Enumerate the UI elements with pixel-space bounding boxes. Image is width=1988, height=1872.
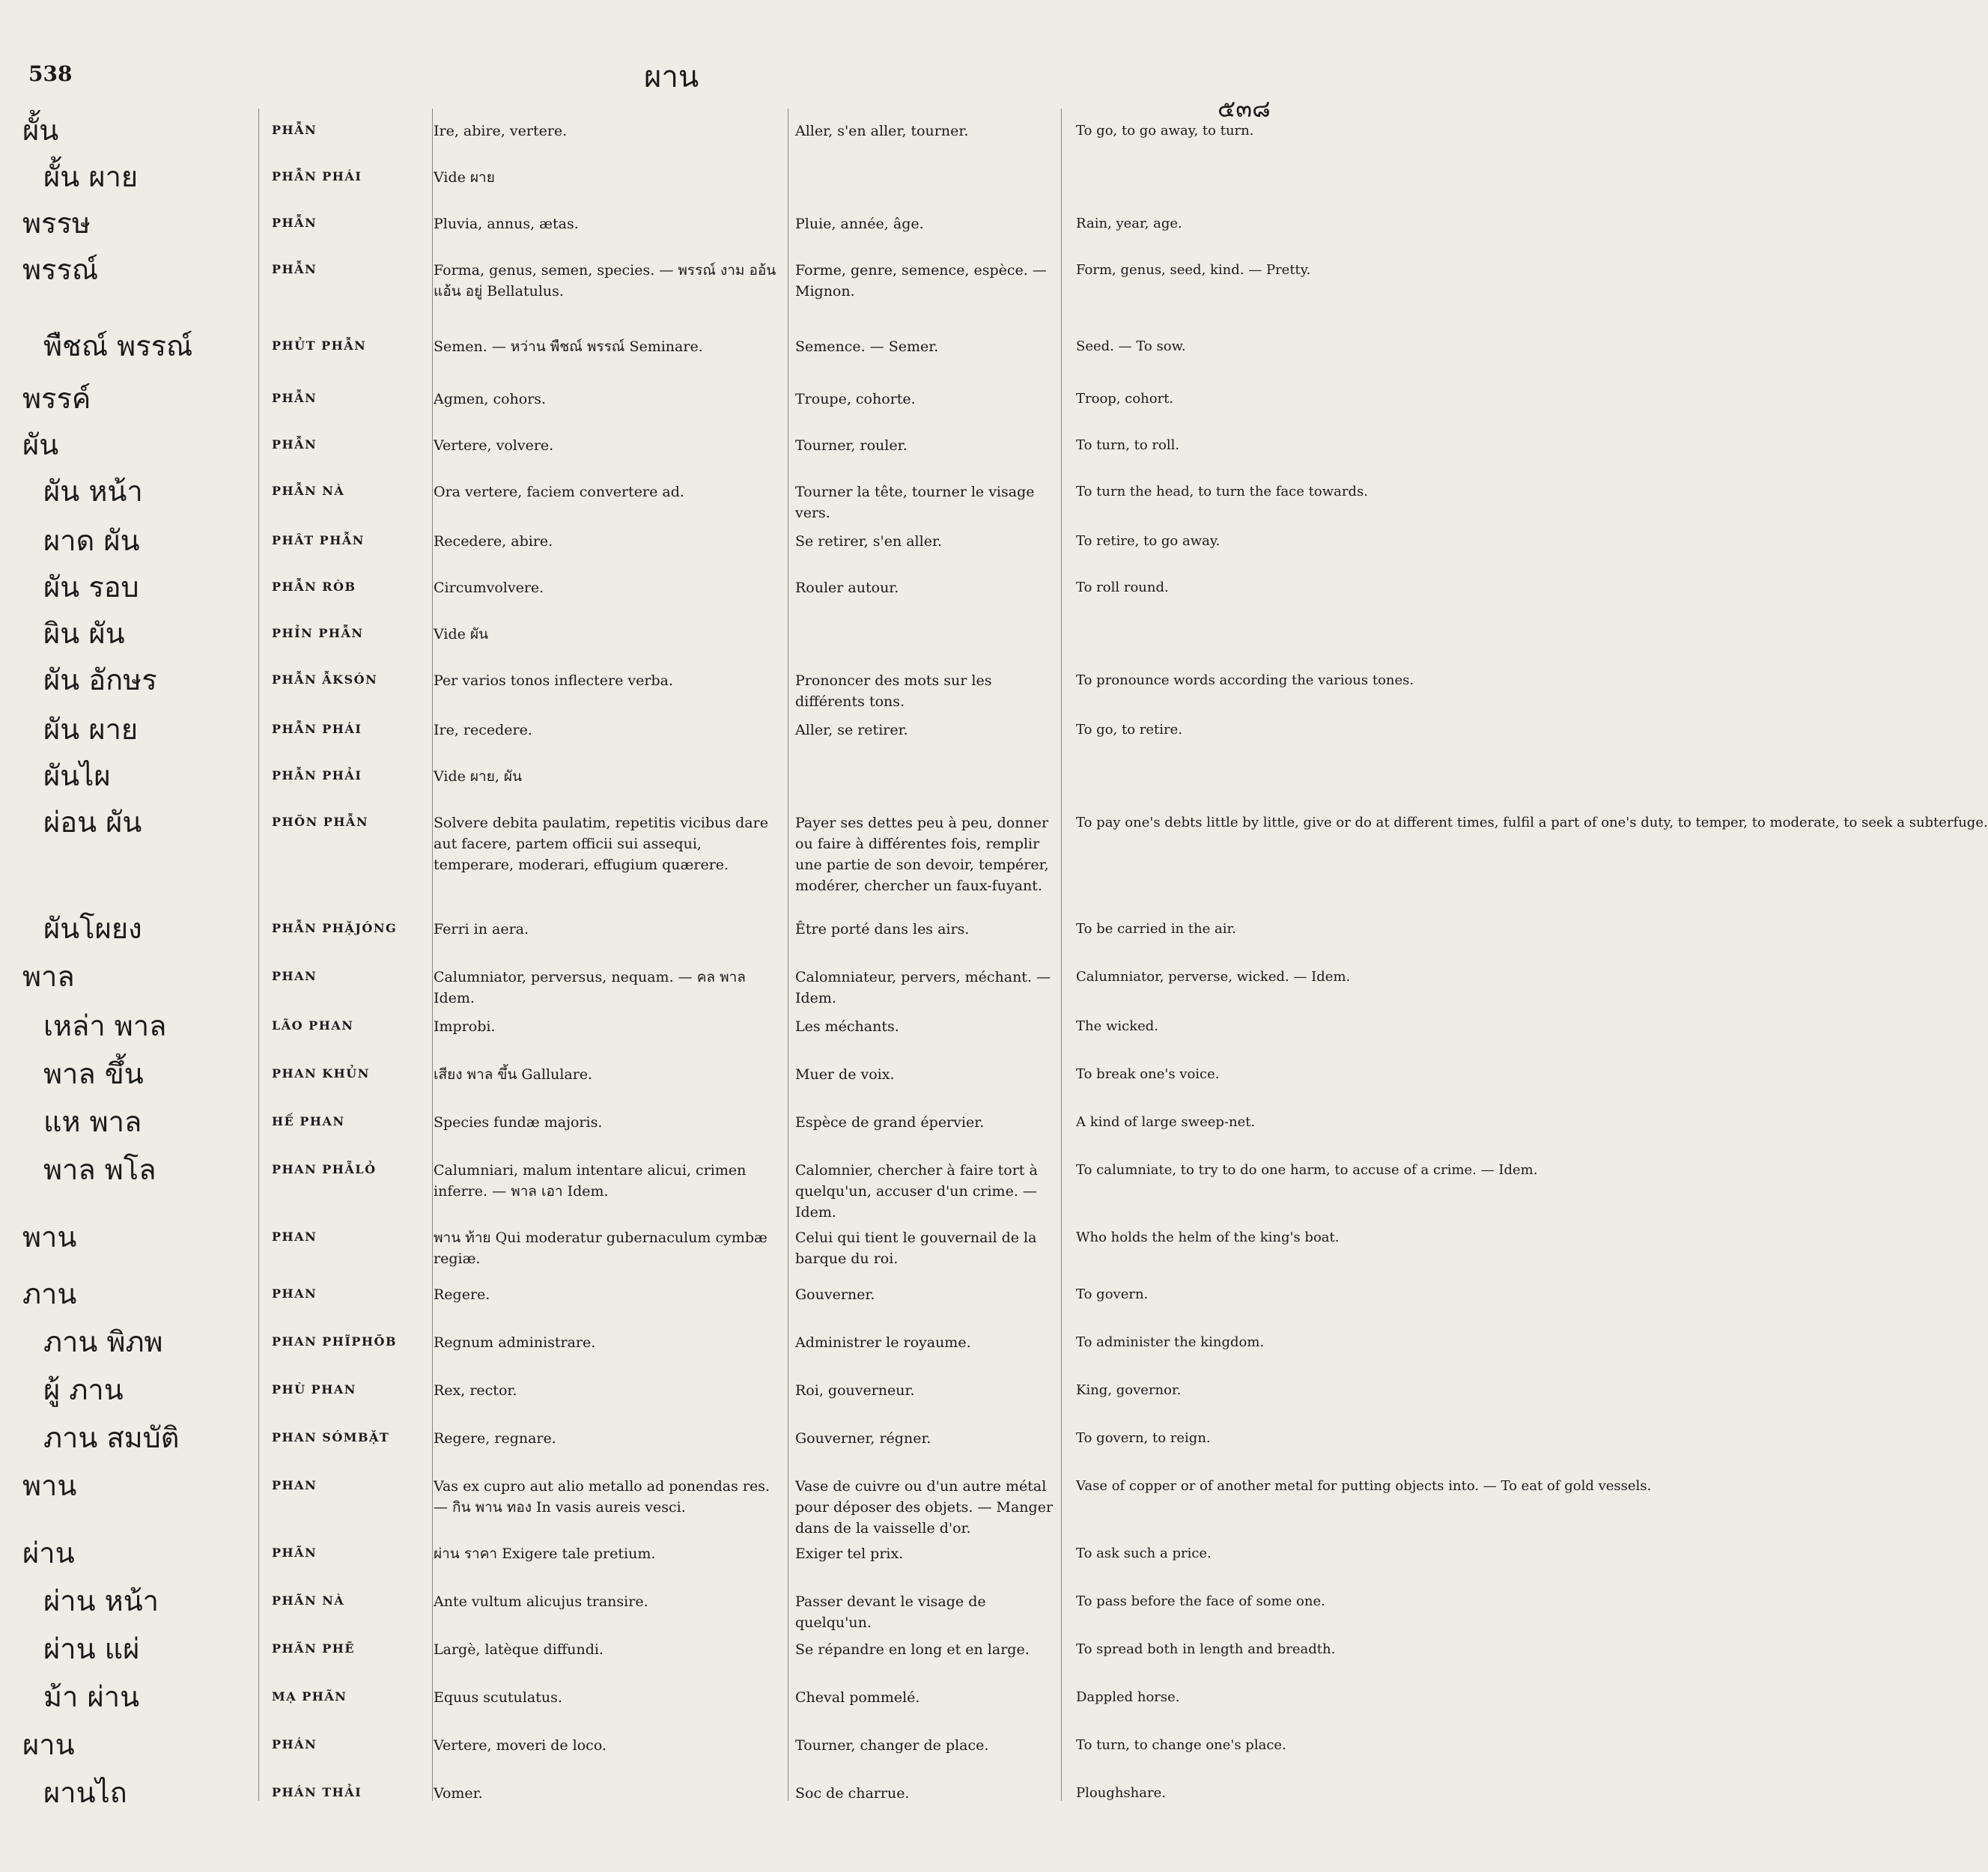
- entry-latin-definition: Ante vultum alicujus transire.: [434, 1593, 648, 1610]
- entry-romanization: PHẪN PHÁI: [272, 722, 362, 736]
- entry-english-definition: To pay one's debts little by little, give or do at different times, fulfil a part of one's duty, to temper, to moderate, to seek a subterfuge.: [1076, 815, 1988, 830]
- entry-romanization: PHẪN: [272, 216, 317, 230]
- entry-latin-definition: Per varios tonos inflectere verba.: [434, 672, 673, 689]
- dictionary-entry: [0, 1320, 1265, 1368]
- entry-english-definition: To administer the kingdom.: [1076, 1334, 1265, 1350]
- entry-romanization: PHẪN: [272, 123, 317, 137]
- entry-thai-headword: ผาด ผัน: [43, 524, 140, 557]
- entry-english-definition: [1069, 612, 1253, 624]
- entry-french-definition: Payer ses dettes peu à peu, donner ou faire à différentes fois, remplir une partie de son devoir, tempérer, modérer, chercher un faux-fuyant.: [795, 815, 1049, 894]
- entry-thai-headword: พาล: [22, 960, 75, 993]
- entry-thai-headword: ผ่าน หน้า: [43, 1584, 159, 1617]
- entry-romanization: PHAN: [272, 1286, 317, 1301]
- entry-thai-headword: ผัน: [22, 428, 59, 461]
- entry-latin-definition: Improbi.: [434, 1018, 496, 1035]
- entry-french-definition: Roi, gouverneur.: [795, 1382, 915, 1399]
- dictionary-entry: [0, 754, 1253, 800]
- entry-french-definition: Semence. — Semer.: [795, 338, 939, 355]
- entry-romanization: PHỦT PHẪN: [272, 338, 367, 353]
- entry-english-definition: To calumniate, to try to do one harm, to accuse of a crime. — Idem.: [1076, 1162, 1538, 1178]
- entry-english-definition: To turn, to roll.: [1076, 437, 1180, 453]
- entry-french-definition: Passer devant le visage de quelqu'un.: [795, 1593, 986, 1631]
- entry-romanization: PHÁN THẢI: [272, 1785, 362, 1799]
- entry-romanization: PHAN: [272, 1478, 317, 1492]
- entry-thai-headword: ผ่าน แผ่: [43, 1632, 140, 1665]
- entry-latin-definition: Equus scutulatus.: [434, 1689, 562, 1706]
- entry-english-definition: To be carried in the air.: [1076, 921, 1236, 937]
- dictionary-entry: [0, 1531, 1253, 1579]
- entry-english-definition: Dappled horse.: [1076, 1689, 1180, 1705]
- dictionary-entry: [0, 377, 1253, 423]
- entry-latin-definition: เสียง พาล ขึ้น Gallulare.: [434, 1066, 593, 1083]
- entry-latin-definition: พาน ท้าย Qui moderatur gubernaculum cymbæ regiæ.: [434, 1230, 767, 1267]
- entry-thai-headword: ผาน: [22, 1728, 75, 1761]
- entry-latin-definition: Rex, rector.: [434, 1382, 517, 1399]
- entry-french-definition: Vase de cuivre ou d'un autre métal pour déposer des objets. — Manger dans de la vaisselle d'or.: [795, 1478, 1054, 1537]
- entry-romanization: PHÙ PHAN: [272, 1382, 356, 1397]
- entry-latin-definition: Vomer.: [434, 1785, 483, 1802]
- entry-english-definition: King, governor.: [1076, 1382, 1182, 1398]
- entry-french-definition: Être porté dans les airs.: [795, 921, 970, 937]
- entry-romanization: PHẪN: [272, 437, 317, 452]
- entry-french-definition: Calomniateur, pervers, méchant. — Idem.: [795, 969, 1051, 1006]
- entry-latin-definition: Species fundæ majoris.: [434, 1114, 603, 1131]
- entry-english-definition: Troop, cohort.: [1076, 391, 1174, 407]
- entry-english-definition: To turn, to change one's place.: [1076, 1737, 1286, 1753]
- entry-thai-headword: เหล่า พาล: [43, 1009, 167, 1042]
- entry-latin-definition: Ire, abire, vertere.: [434, 123, 568, 139]
- entry-french-definition: Troupe, cohorte.: [795, 391, 916, 407]
- entry-thai-headword: ผั้น ผาย: [43, 160, 139, 193]
- entry-romanization: PHẪN RÒB: [272, 580, 356, 594]
- entry-french-definition: Aller, se retirer.: [795, 722, 908, 738]
- entry-latin-definition: Regere, regnare.: [434, 1430, 556, 1447]
- entry-romanization: PHÃN PHẼ: [272, 1641, 356, 1656]
- entry-english-definition: Who holds the helm of the king's boat.: [1076, 1230, 1340, 1245]
- entry-romanization: PHÃN NÀ: [272, 1593, 345, 1608]
- entry-latin-definition: Calumniari, malum intentare alicui, crimen inferre. — พาล เอา Idem.: [434, 1162, 747, 1200]
- dictionary-entry: [0, 1215, 1340, 1272]
- entry-english-definition: Vase of copper or of another metal for putting objects into. — To eat of gold vessels.: [1076, 1478, 1652, 1494]
- entry-french-definition: Cheval pommelé.: [795, 1689, 920, 1706]
- entry-thai-headword: ผันไผ: [43, 759, 111, 792]
- entry-romanization: PHAN SÓMBẶT: [272, 1430, 390, 1444]
- entry-latin-definition: Semen. — หว่าน พืชณ์ พรรณ์ Seminare.: [434, 338, 703, 355]
- entry-latin-definition: Circumvolvere.: [434, 580, 544, 596]
- entry-latin-definition: Ora vertere, faciem convertere ad.: [434, 484, 684, 500]
- entry-french-definition: Se retirer, s'en aller.: [795, 533, 942, 550]
- entry-latin-definition: Regere.: [434, 1286, 490, 1303]
- entry-thai-headword: พาล พโล: [43, 1153, 156, 1186]
- entry-romanization: PHAN: [272, 969, 317, 983]
- entry-romanization: PHẪN: [272, 262, 317, 276]
- entry-thai-headword: ม้า ผ่าน: [43, 1680, 140, 1713]
- entry-romanization: PHÁN: [272, 1737, 317, 1751]
- entry-english-definition: [1069, 754, 1253, 766]
- entry-latin-definition: Ferri in aera.: [434, 921, 529, 937]
- entry-romanization: PHÂT PHẪN: [272, 533, 365, 547]
- entry-french-definition: Prononcer des mots sur les différents tons.: [795, 672, 992, 710]
- entry-french-definition: Celui qui tient le gouvernail de la barque du roi.: [795, 1230, 1037, 1267]
- entry-thai-headword: ผิน ผัน: [43, 617, 125, 650]
- entry-thai-headword: ผ่อน ผัน: [43, 806, 142, 839]
- entry-french-definition: Forme, genre, semence, espèce. — Mignon.: [795, 262, 1047, 300]
- entry-english-definition: Ploughshare.: [1076, 1785, 1166, 1801]
- entry-latin-definition: Ire, recedere.: [434, 722, 532, 738]
- entry-thai-headword: พรรณ์: [22, 253, 99, 286]
- entry-thai-headword: ผู้ ภาน: [43, 1373, 124, 1406]
- entry-french-definition: Tourner, changer de place.: [795, 1737, 989, 1754]
- entry-latin-definition: Solvere debita paulatim, repetitis vicibus dare aut facere, partem officii sui assequi, temperare, moderari, effugium quærere.: [434, 815, 768, 873]
- entry-english-definition: Seed. — To sow.: [1076, 338, 1186, 354]
- entry-romanization: HẾ PHAN: [272, 1114, 345, 1128]
- entry-latin-definition: Largè, latèque diffundi.: [434, 1641, 604, 1658]
- entry-french-definition: Les méchants.: [795, 1018, 899, 1035]
- entry-romanization: PHAN PHẴLỎ: [272, 1162, 377, 1176]
- entry-romanization: LÃO PHAN: [272, 1018, 354, 1033]
- dictionary-entry: [0, 1464, 1652, 1537]
- entry-thai-headword: ผัน ผาย: [43, 713, 139, 746]
- entry-thai-headword: พืชณ์ พรรณ์: [43, 329, 193, 362]
- entry-french-definition: Exiger tel prix.: [795, 1546, 904, 1562]
- entry-thai-headword: ผานไถ: [43, 1776, 127, 1809]
- entry-romanization: PHỈN PHẪN: [272, 626, 364, 640]
- dictionary-entry: [0, 907, 1253, 955]
- entry-french-definition: Se répandre en long et en large.: [795, 1641, 1030, 1658]
- dictionary-entry: [0, 1272, 1253, 1320]
- entry-french-definition: Gouverner.: [795, 1286, 875, 1303]
- entry-french-definition: [788, 754, 1069, 766]
- dictionary-entry: [0, 469, 1368, 521]
- entry-latin-definition: Regnum administrare.: [434, 1334, 596, 1351]
- dictionary-entry: [0, 1052, 1253, 1100]
- entry-latin-definition: ผ่าน ราคา Exigere tale pretium.: [434, 1546, 656, 1562]
- thai-page-number: ๕๓๘: [1218, 94, 1271, 123]
- dictionary-entry: [0, 1723, 1286, 1771]
- dictionary-entry: [0, 519, 1253, 565]
- entry-english-definition: To go, to go away, to turn.: [1076, 123, 1254, 139]
- entry-english-definition: To go, to retire.: [1076, 722, 1182, 738]
- entry-english-definition: To retire, to go away.: [1076, 533, 1221, 549]
- entry-french-definition: [788, 612, 1069, 624]
- entry-french-definition: Gouverner, régner.: [795, 1430, 931, 1447]
- entry-english-definition: Calumniator, perverse, wicked. — Idem.: [1076, 969, 1351, 985]
- dictionary-entry: [0, 1004, 1253, 1052]
- dictionary-entry: [0, 248, 1311, 324]
- dictionary-entry: [0, 324, 1253, 377]
- dictionary-entry: [0, 1771, 1253, 1822]
- entry-french-definition: Espèce de grand épervier.: [795, 1114, 985, 1131]
- entry-thai-headword: พาน: [22, 1469, 77, 1502]
- entry-english-definition: To turn the head, to turn the face towards.: [1076, 484, 1368, 499]
- entry-thai-headword: พรรษ: [22, 207, 91, 240]
- entry-latin-definition: Vide ผัน: [434, 626, 489, 642]
- entry-thai-headword: พาล ขึ้น: [43, 1057, 144, 1090]
- page-number: 538: [28, 61, 73, 86]
- dictionary-entry: [0, 955, 1351, 1006]
- entry-french-definition: Tourner, rouler.: [795, 437, 908, 454]
- dictionary-entry: [0, 1100, 1256, 1148]
- entry-english-definition: To pass before the face of some one.: [1076, 1593, 1325, 1609]
- entry-english-definition: Rain, year, age.: [1076, 216, 1182, 231]
- entry-french-definition: Rouler autour.: [795, 580, 899, 596]
- entry-french-definition: Aller, s'en aller, tourner.: [795, 123, 969, 139]
- entry-english-definition: A kind of large sweep-net.: [1076, 1114, 1256, 1130]
- dictionary-entry: [0, 109, 1253, 155]
- entry-thai-headword: พรรค์: [22, 382, 91, 415]
- entry-romanization: PHẪN PHÁI: [272, 169, 362, 183]
- entry-romanization: PHẪN ẪKSÓN: [272, 672, 378, 687]
- dictionary-entry: [0, 1368, 1253, 1416]
- entry-english-definition: [1069, 155, 1253, 167]
- entry-romanization: PHÃN: [272, 1546, 317, 1560]
- entry-english-definition: Form, genus, seed, kind. — Pretty.: [1076, 262, 1311, 278]
- entry-thai-headword: ภาน สมบัติ: [43, 1421, 180, 1454]
- entry-thai-headword: พาน: [22, 1221, 77, 1253]
- entry-romanization: PHAN PHĨPHÕB: [272, 1334, 397, 1349]
- dictionary-entry: [0, 800, 1988, 907]
- dictionary-entry: [0, 612, 1253, 658]
- entry-romanization: PHÕN PHẪN: [272, 815, 368, 829]
- entry-french-definition: Calomnier, chercher à faire tort à quelqu'un, accuser d'un crime. — Idem.: [795, 1162, 1038, 1221]
- entry-latin-definition: Calumniator, perversus, nequam. — คล พาล Idem.: [434, 969, 746, 1006]
- entry-thai-headword: ภาน พิภพ: [43, 1325, 163, 1358]
- entry-thai-headword: แห พาล: [43, 1105, 142, 1138]
- dictionary-entry: [0, 1627, 1336, 1675]
- entry-french-definition: Tourner la tête, tourner le visage vers.: [795, 484, 1035, 521]
- entry-french-definition: [788, 155, 1069, 167]
- dictionary-entry: [0, 1675, 1253, 1723]
- entry-latin-definition: Vide ผาย: [434, 169, 495, 186]
- page-header-word: ผาน: [644, 60, 699, 94]
- entry-thai-headword: ผ่าน: [22, 1537, 75, 1569]
- entry-thai-headword: ผัน อักษร: [43, 663, 157, 696]
- dictionary-entry: [0, 201, 1253, 248]
- dictionary-entry: [0, 155, 1253, 201]
- entry-latin-definition: Agmen, cohors.: [434, 391, 547, 407]
- dictionary-entries: [0, 109, 1988, 1822]
- entry-latin-definition: Vertere, moveri de loco.: [434, 1737, 607, 1754]
- entry-romanization: PHẪN PHẢI: [272, 768, 362, 782]
- entry-romanization: PHẪN NÀ: [272, 484, 345, 498]
- entry-thai-headword: ผั้น: [22, 114, 59, 147]
- entry-latin-definition: Forma, genus, semen, species. — พรรณ์ งาม ออ้น แอ้น อยู่ Bellatulus.: [434, 262, 776, 300]
- entry-thai-headword: ผันโผยง: [43, 912, 142, 945]
- entry-french-definition: Muer de voix.: [795, 1066, 895, 1083]
- entry-english-definition: To ask such a price.: [1076, 1546, 1212, 1561]
- entry-latin-definition: Vide ผาย, ผัน: [434, 768, 523, 785]
- entry-romanization: PHẪN: [272, 391, 317, 405]
- entry-romanization: MẠ PHÃN: [272, 1689, 347, 1704]
- entry-english-definition: The wicked.: [1076, 1018, 1159, 1034]
- entry-romanization: PHAN: [272, 1230, 317, 1244]
- dictionary-entry: [0, 1579, 1325, 1631]
- dictionary-entry: [0, 565, 1253, 612]
- entry-french-definition: Soc de charrue.: [795, 1785, 910, 1802]
- entry-romanization: PHẪN PHẶJÓNG: [272, 921, 398, 935]
- entry-thai-headword: ภาน: [22, 1277, 77, 1310]
- entry-english-definition: To govern, to reign.: [1076, 1430, 1211, 1446]
- entry-thai-headword: ผัน หน้า: [43, 475, 143, 508]
- entry-english-definition: To roll round.: [1076, 580, 1169, 595]
- dictionary-entry: [0, 658, 1414, 710]
- entry-english-definition: To spread both in length and breadth.: [1076, 1641, 1336, 1657]
- dictionary-entry: [0, 708, 1253, 754]
- entry-french-definition: Pluie, année, âge.: [795, 216, 924, 232]
- dictionary-entry: [0, 423, 1253, 469]
- entry-english-definition: To govern.: [1076, 1286, 1149, 1302]
- entry-latin-definition: Vertere, volvere.: [434, 437, 554, 454]
- entry-latin-definition: Vas ex cupro aut alio metallo ad ponendas res. — กิน พาน ทอง In vasis aureis vesci.: [434, 1478, 770, 1516]
- entry-english-definition: To pronounce words according the various tones.: [1076, 672, 1414, 688]
- entry-english-definition: To break one's voice.: [1076, 1066, 1220, 1082]
- dictionary-entry: [0, 1416, 1253, 1464]
- entry-romanization: PHAN KHỦN: [272, 1066, 370, 1081]
- entry-latin-definition: Pluvia, annus, ætas.: [434, 216, 579, 232]
- entry-latin-definition: Recedere, abire.: [434, 533, 553, 550]
- entry-thai-headword: ผัน รอบ: [43, 571, 139, 604]
- dictionary-entry: [0, 1148, 1538, 1221]
- entry-french-definition: Administrer le royaume.: [795, 1334, 971, 1351]
